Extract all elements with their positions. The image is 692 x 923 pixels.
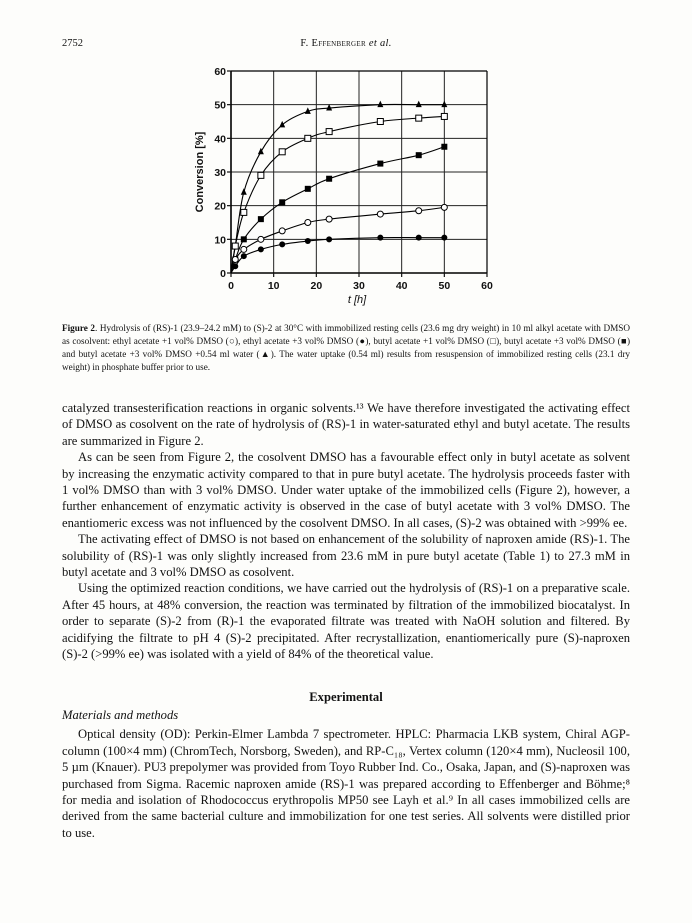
data-point-filled-square [326,176,332,182]
data-point-filled-circle [241,253,247,259]
data-point-filled-square [416,152,422,158]
data-point-filled-circle [441,235,447,241]
x-tick-label: 50 [438,280,451,292]
x-axis-label: t [h] [347,294,367,306]
paragraph-2: As can be seen from Figure 2, the cosolvent DMSO has a favourable effect only in butyl acetate as solvent by increasing the enzymatic activity compared to that in pure butyl acetate. The hydrolysis proceeds faster with 1 vol% DMSO than with 3 vol% DMSO. Under water uptake of the immobilized cells (Figure 2), however, a further enhancement of enzymatic activity is observed in the case of butyl acetate with 3 vol% DMSO. The enantiomeric excess was not influenced by the cosolvent DMSO. In all cases, (S)-2 was obtained with >99% ee. [62,450,630,530]
data-point-filled-square [241,236,247,242]
x-tick-label: 60 [481,280,493,292]
x-tick-label: 0 [228,280,234,292]
x-tick-label: 40 [395,280,408,292]
data-point-open-square [279,149,285,155]
series-triangle [231,101,447,273]
paragraph-1: catalyzed transesterification reactions in organic solvents.¹³ We have therefore investigated the activating effect of DMSO as cosolvent on the rate of hydrolysis of (RS)-1 in water-saturated ethyl and butyl acetate. The results are summarized in Figure 2. [62,401,630,448]
data-point-open-square [258,172,264,178]
author-names: F. Effenberger [300,38,366,49]
data-point-filled-square [441,144,447,150]
caption-text: . Hydrolysis of (RS)-1 (23.9–24.2 mM) to (S)-2 at 30°C with immobilized resting cells (23.6 mg dry weight) in 10 ml alkyl acetate with DMSO as cosolvent: ethyl acetate +1 vol% DMSO (○), ethyl acetate +3 vol% DMSO (●), butyl acetate +1 vol% DMSO (□), butyl acetate +3 vol% DMSO (■) and butyl acetate +3 vol% DMSO +0.54 ml water (▲). The water uptake (0.54 ml) results from resuspension of immobilized resting cells (23.1 dry weight) in phosphate buffer prior to use. [62,323,630,372]
y-tick-label: 60 [214,66,226,78]
data-point-open-circle [232,257,238,263]
data-point-open-circle [241,246,247,252]
paragraph-3: The activating effect of DMSO is not based on enhancement of the solubility of naproxen amide (RS)-1. The solubility of (RS)-1 was only slightly increased from 23.6 mM in pure butyl acetate (Table 1) to 27.3 mM in butyl acetate and 3 vol% DMSO as cosolvent. [62,532,630,580]
series-line-filled-circle [231,238,444,273]
data-point-open-square [441,113,447,119]
data-point-open-square [305,135,311,141]
x-tick-label: 20 [310,280,323,292]
data-point-open-square [241,209,247,215]
paragraph-4: Using the optimized reaction conditions, we have carried out the hydrolysis of (RS)-1 on a preparative scale. After 45 hours, at 48% conversion, the reaction was terminated by filtration of the immobilized biocatalyst. In order to separate (S)-2 from (R)-1 the evaporated filtrate was treated with NaOH solution and filtered. By acidifying the filtrate to pH 4 (S)-2 precipitated. After recrystallization, enantiomerically pure (S)-naproxen (S)-2 (>99% ee) was isolated with a yield of 84% of the theoretical value. [62,581,630,662]
author-suffix: et al. [368,38,392,49]
y-tick-label: 30 [214,167,226,179]
conversion-chart [0,0,692,320]
data-point-open-square [377,119,383,125]
y-tick-label: 0 [220,268,226,280]
data-point-open-square [416,115,422,121]
y-tick-label: 10 [214,234,226,247]
y-tick-label: 40 [214,133,226,146]
y-tick-label: 20 [214,200,226,213]
figure-label: Figure 2 [62,323,96,333]
data-point-filled-circle [279,241,285,247]
data-point-triangle [416,101,422,108]
section-title: Experimental [309,689,383,704]
y-tick-label: 50 [214,99,226,112]
chart-series [231,101,447,273]
data-point-filled-square [377,161,383,167]
data-point-filled-square [305,186,311,192]
data-point-triangle [279,121,285,128]
data-point-triangle [441,101,447,108]
x-tick-label: 30 [353,280,365,292]
article-body [62,400,630,841]
data-point-open-circle [416,208,422,214]
chart-grid [231,71,487,273]
data-point-open-circle [258,236,264,242]
subsection-title: Materials and methods [62,707,179,722]
data-point-open-circle [441,204,447,210]
data-point-open-circle [305,220,311,226]
methods-paragraph: Optical density (OD): Perkin-Elmer Lambda 7 spectrometer. HPLC: Pharmacia LKB system, Chiral AGP-column (100×4 mm) (ChromTech, Norsborg, Sweden), and RP-C₁₈, Vertex column (120×4 mm), Nucleosil 100, 5 µm (Knauer). PU3 prepolymer was provided from Toyo Rubber Ind. Co., Osaka, Japan, and (S)-naproxen was purchased from Sigma. Racemic naproxen amide (RS)-1 was prepared according to Effenberger and Böhme;⁸ for media and isolation of Rhodococcus erythropolis MP50 see Layh et al.⁹ In all cases immobilized cells are derived from the same bacterial culture and immobilization for one test series. All solvents were distilled prior to use. [62,727,630,840]
data-point-filled-circle [305,238,311,244]
series-line-filled-square [231,147,444,273]
data-point-filled-circle [377,235,383,241]
x-tick-label: 10 [267,280,280,292]
data-point-open-circle [279,228,285,234]
data-point-filled-circle [258,246,264,252]
data-point-filled-square [279,199,285,205]
page-number: 2752 [62,38,83,49]
data-point-filled-square [258,216,264,222]
figure-caption [62,322,630,374]
data-point-open-circle [377,211,383,217]
data-point-open-circle [326,216,332,222]
chart-ticks [214,66,493,292]
data-point-triangle [377,101,383,108]
data-point-filled-circle [326,236,332,242]
data-point-open-square [326,129,332,135]
data-point-open-square [232,243,238,249]
y-axis-label: Conversion [%] [194,131,206,213]
series-filled-square [231,144,447,273]
data-point-filled-circle [232,263,238,269]
data-point-triangle [241,188,247,195]
data-point-filled-circle [416,235,422,241]
